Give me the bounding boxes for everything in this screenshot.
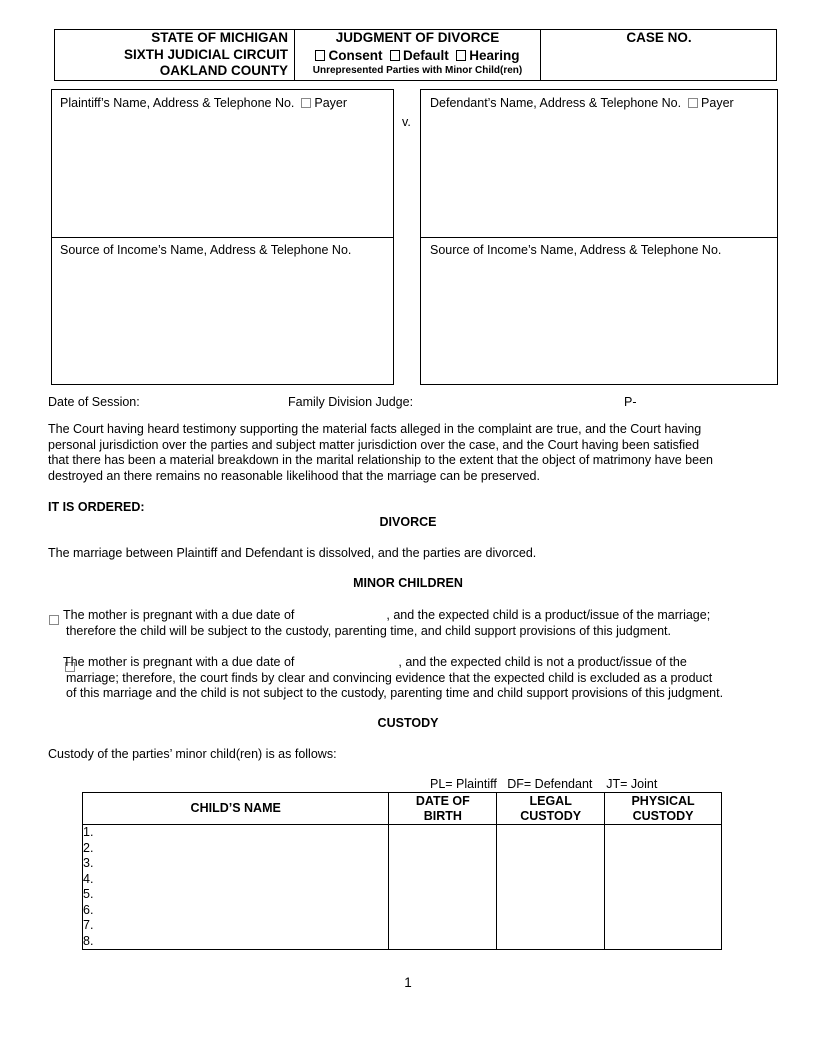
judgment-type-options	[295, 46, 540, 65]
court-name	[60, 30, 288, 80]
physical-custody-cell[interactable]	[605, 825, 722, 950]
custody-table	[82, 792, 722, 950]
table-row: 1.	[83, 825, 94, 839]
custody-heading: CUSTODY	[377, 716, 439, 730]
consent-checkbox[interactable]	[315, 50, 325, 61]
versus-label: v.	[402, 115, 411, 129]
document-subtitle: Unrepresented Parties with Minor Child(ren)	[312, 65, 523, 76]
defendant-payer-checkbox[interactable]	[688, 98, 698, 108]
defendant-income-source-label: Source of Income’s Name, Address & Telephone No.	[430, 243, 722, 257]
consent-option[interactable]: Consent	[315, 48, 382, 63]
table-row: 7.	[83, 918, 94, 932]
court-circuit: SIXTH JUDICIAL CIRCUIT	[123, 46, 288, 62]
pregnancy-option-1-checkbox[interactable]	[49, 615, 59, 625]
defendant-label: Defendant’s Name, Address & Telephone No. Payer	[430, 96, 734, 110]
defendant-box-divider	[420, 237, 778, 238]
custody-intro: Custody of the parties’ minor child(ren) is as follows:	[48, 747, 337, 761]
table-row: 6.	[83, 902, 94, 917]
findings-paragraph: The Court having heard testimony supporting the material facts alleged in the complaint are true, and the Court having personal jurisdiction over the parties and subject matter jurisdiction over the case, and the Court having been satisfied that there has been a material breakdown in the marital relationship to the extent that the object of matrimony have been destroyed an there remains no reasonable likelihood that the marriage can be preserved.	[48, 422, 713, 483]
table-row: 8.	[83, 933, 94, 948]
col-physical-custody: PHYSICAL CUSTODY	[605, 793, 722, 825]
plaintiff-income-source-label: Source of Income’s Name, Address & Telephone No.	[60, 243, 352, 257]
divorce-heading: DIVORCE	[379, 515, 437, 529]
bar-number-prefix: P-	[624, 395, 637, 409]
document-title-block	[295, 30, 540, 77]
default-checkbox[interactable]	[390, 50, 400, 61]
col-date-of-birth: DATE OF BIRTH	[389, 793, 497, 825]
document-title: JUDGMENT OF DIVORCE	[335, 30, 500, 45]
pregnancy-option-2: The mother is pregnant with a due date of , and the expected child is not a product/issue of the marriage; therefore, the court finds by clear and convincing evidence that the expected child is excluded as a product of this marriage and the child is not subject to the custody, parenting time and child support provisions of this judgment.	[63, 655, 724, 700]
judge-label: Family Division Judge:	[288, 395, 414, 409]
custody-legend: PL= Plaintiff DF= Defendant JT= Joint	[430, 777, 658, 791]
hearing-checkbox[interactable]	[456, 50, 466, 61]
legal-custody-cell[interactable]	[497, 825, 605, 950]
custody-table-body	[83, 825, 722, 950]
childs-name-cell[interactable]	[83, 825, 389, 950]
court-county: OAKLAND COUNTY	[159, 63, 288, 78]
table-row: 3.	[83, 856, 94, 870]
defendant-payer-option[interactable]: Payer	[688, 96, 734, 110]
default-option[interactable]: Default	[390, 48, 449, 63]
col-legal-custody: LEGAL CUSTODY	[497, 793, 605, 825]
it-is-ordered: IT IS ORDERED:	[48, 500, 145, 514]
case-number-label: CASE NO.	[626, 30, 692, 45]
page-number: 1	[404, 975, 412, 990]
plaintiff-payer-checkbox[interactable]	[301, 98, 311, 108]
col-childs-name: CHILD’S NAME	[83, 793, 389, 825]
plaintiff-label: Plaintiff’s Name, Address & Telephone No. Payer	[60, 96, 348, 110]
table-row: 2.	[83, 840, 94, 855]
custody-table-header	[83, 793, 722, 825]
divorce-text: The marriage between Plaintiff and Defendant is dissolved, and the parties are divorced.	[48, 546, 537, 560]
plaintiff-box-divider	[51, 237, 394, 238]
plaintiff-payer-option[interactable]: Payer	[301, 96, 347, 110]
pregnancy-option-1: The mother is pregnant with a due date of , and the expected child is a product/issue of the marriage; therefore the child will be subject to the custody, parenting time, and child support provisions of this judgment.	[63, 608, 711, 638]
date-of-birth-cell[interactable]	[389, 825, 497, 950]
court-state: STATE OF MICHIGAN	[151, 30, 288, 45]
table-row: 5.	[83, 887, 94, 901]
table-row: 4.	[83, 871, 94, 886]
minor-children-heading: MINOR CHILDREN	[353, 576, 463, 590]
date-of-session-label: Date of Session:	[48, 395, 140, 409]
hearing-option[interactable]: Hearing	[456, 48, 519, 63]
